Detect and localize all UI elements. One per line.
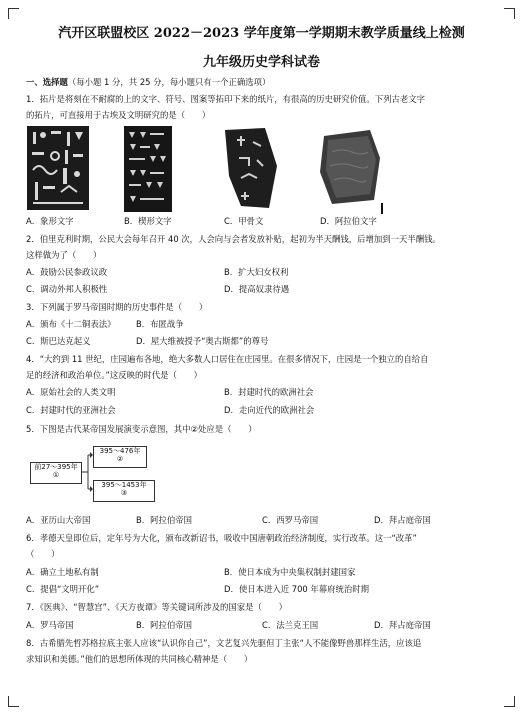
q4-option-a[interactable]: A．原始社会的人类文明 xyxy=(26,387,116,397)
q4-option-d[interactable]: D．走向近代的欧洲社会 xyxy=(224,405,315,415)
q1-line-2: 的拓片，可直接用于古埃及文明研究的是（ ） xyxy=(26,110,211,120)
diagram-box-2-years: 395～476年 xyxy=(99,447,141,455)
q1-option-c[interactable]: C．甲骨文 xyxy=(224,216,264,226)
q7-option-c[interactable]: C．法兰克王国 xyxy=(262,620,319,630)
q4-line-1: 4．“大约到 11 世纪，庄园遍布各地，绝大多数人口居住在庄园里。在很多情况下，庄园是一个独立的自给自 xyxy=(26,354,429,364)
q3-option-d[interactable]: D．屋大维被授予“奥古斯都”的尊号 xyxy=(136,336,269,346)
diagram-box-2 xyxy=(93,446,147,468)
text-cursor xyxy=(381,203,383,214)
q7-option-a[interactable]: A．罗马帝国 xyxy=(26,620,74,630)
corner-mark-bottom-right xyxy=(504,696,515,707)
q7-option-b[interactable]: B．阿拉伯帝国 xyxy=(136,620,192,630)
q3-line-1: 3．下列属于罗马帝国时期的历史事件是（ ） xyxy=(26,302,208,312)
q5-option-d[interactable]: D．拜占庭帝国 xyxy=(374,515,431,525)
q2-option-d[interactable]: D．提高奴隶待遇 xyxy=(224,284,290,294)
diagram-box-3-years: 395～1453年 xyxy=(101,481,147,489)
q4-line-2: 足的经济和政治单位。”这反映的时代是（ ） xyxy=(26,370,203,380)
q4-option-b[interactable]: B．封建时代的欧洲社会 xyxy=(224,387,314,397)
q3-option-a[interactable]: A．颁布《十二铜表法》 xyxy=(26,319,116,329)
q6-option-d[interactable]: D．使日本进入近 700 年幕府统治时期 xyxy=(224,584,370,594)
corner-mark-bottom-left xyxy=(8,696,19,707)
diagram-box-1-years: 前27～395年 xyxy=(34,463,78,471)
q5-option-c[interactable]: C．西罗马帝国 xyxy=(262,515,319,525)
q7-option-d[interactable]: D．拜占庭帝国 xyxy=(374,620,431,630)
q1-option-d[interactable]: D．阿拉伯文字 xyxy=(320,216,377,226)
cuneiform-rubbing-image xyxy=(124,126,172,212)
q8-line-2: 求知识和美德。”他们的思想所体现的共同核心精神是（ ） xyxy=(26,654,253,664)
arabic-script-rubbing-image xyxy=(318,128,382,206)
section-label: 一、选择题 xyxy=(26,77,68,87)
q1-line-1: 1．拓片是将刻在不耐腐的上的文字、符号、图案等拓印下来的纸片，有很高的历史研究价值。下列古老文字 xyxy=(26,94,425,104)
corner-mark-top-right xyxy=(504,8,515,19)
diagram-box-1 xyxy=(30,462,82,484)
q2-option-a[interactable]: A．鼓励公民参政议政 xyxy=(26,267,108,277)
oracle-bone-rubbing-image xyxy=(221,126,281,210)
q6-line-1: 6．孝德天皇即位后，定年号为大化，颁布改新诏书，吸收中国唐朝政治经济制度，实行改革。这一“改革” xyxy=(26,533,417,543)
q4-option-c[interactable]: C．封建时代的亚洲社会 xyxy=(26,405,116,415)
q3-option-b[interactable]: B．布匿战争 xyxy=(136,319,184,329)
q2-option-b[interactable]: B．扩大妇女权利 xyxy=(224,267,289,277)
q1-option-b[interactable]: B．楔形文字 xyxy=(124,216,172,226)
hieroglyph-rubbing-image xyxy=(27,126,89,210)
corner-mark-top-left xyxy=(8,8,19,19)
exam-title: 汽开区联盟校区 2022－2023 学年度第一学期期末教学质量线上检测 xyxy=(58,26,465,41)
section-heading xyxy=(26,77,270,88)
q3-option-c[interactable]: C．斯巴达克起义 xyxy=(26,336,91,346)
q8-line-1: 8．古希腊先哲苏格拉底主张人应该“认识你自己”，文艺复兴先驱但丁主张“人不能像野兽那样生活，应该追 xyxy=(26,638,422,648)
q2-line-2: 这样做为了（ ） xyxy=(26,250,102,260)
q5-option-a[interactable]: A．亚历山大帝国 xyxy=(26,515,91,525)
diagram-box-2-number: ② xyxy=(116,455,124,463)
q5-line-1: 5．下图是古代某帝国发展演变示意图，其中②处应是（ ） xyxy=(26,424,257,434)
diagram-box-3 xyxy=(93,480,155,502)
exam-subtitle: 九年级历史学科试卷 xyxy=(202,55,320,70)
q6-option-b[interactable]: B．使日本成为中央集权制封建国家 xyxy=(224,567,356,577)
section-note: （每小题 1 分，共 25 分，每小题只有一个正确选项） xyxy=(67,77,271,87)
q5-option-b[interactable]: B．阿拉伯帝国 xyxy=(136,515,192,525)
q6-option-a[interactable]: A．确立土地私有制 xyxy=(26,567,99,577)
diagram-box-3-number: ③ xyxy=(120,489,128,497)
q2-option-c[interactable]: C．调动外邦人积极性 xyxy=(26,284,108,294)
q6-line-2: （ ） xyxy=(26,549,60,559)
q7-line-1: 7．《医典》、“智慧宫”、《天方夜谭》等关键词所涉及的国家是（ ） xyxy=(26,602,288,612)
diagram-box-1-number: ① xyxy=(52,471,60,479)
q1-option-a[interactable]: A．象形文字 xyxy=(26,216,74,226)
q2-line-1: 2．伯里克利时期，公民大会每年召开 40 次，人会向与会者发放补贴，起初为半天酬钱，后增加到一天半酬钱。 xyxy=(26,234,441,244)
q6-option-c[interactable]: C．提倡“文明开化” xyxy=(26,584,100,594)
